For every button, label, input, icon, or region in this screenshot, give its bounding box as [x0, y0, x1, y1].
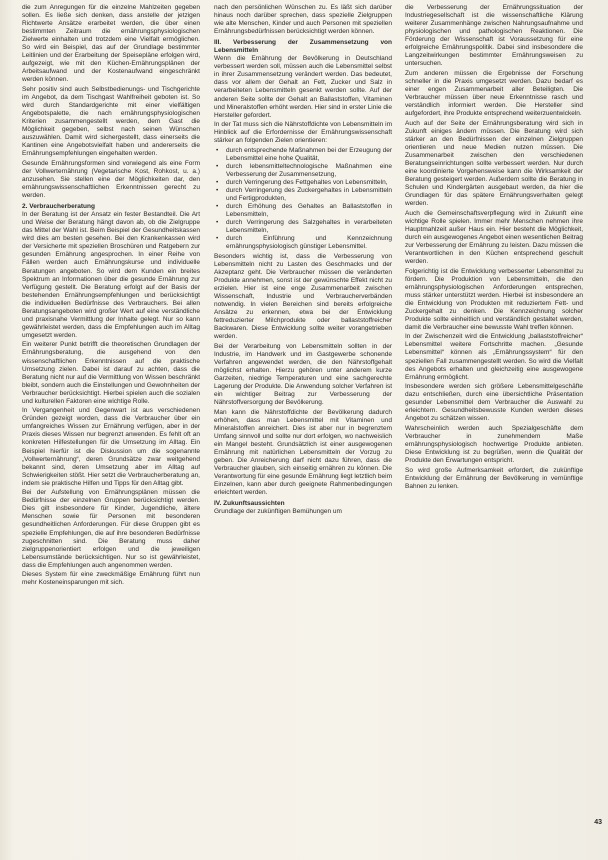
- paragraph: die zum Anregungen für die einzelne Mahlzeiten gegeben sollen. Es ließe sich denken, dass anstelle der jetzigen Richtwerte Ansätze erarbeitet werden, die über einen bestimmten Zeitraum die ernährungsphysiologischen Zielwerte einhalten und trotzdem eine Vielfalt ermöglichen. So wird ein Beispiel, das auf der Grundlage bestimmter Leitlinien und der Erarbeitung der Speisepläne erfolgen wird, aufgezeigt, wie mit den Küchen-Ernährungsplänen der Arbeitsaufwand und der Kostenaufwand eingeschränkt werden können.: [22, 4, 200, 84]
- bullet-list: [214, 147, 392, 252]
- paragraph: Auch die Gemeinschaftsverpflegung wird in Zukunft eine wichtige Rolle spielen. Immer mehr Menschen nehmen ihre Hauptmahlzeit außer Haus ein. Hier besteht die Möglichkeit, durch ein ausgewogenes Angebot einen wesentlichen Beitrag zur Verbesserung der Ernährung zu leisten. Dazu müssen die Verantwortlichen in den Küchen entsprechend geschult werden.: [405, 209, 583, 265]
- section-heading: III. Verbesserung der Zusammensetzung von Lebensmitteln: [214, 39, 392, 55]
- paragraph: In der Beratung ist der Ansatz ein fester Bestandteil. Die Art und Weise der Beratung hängt davon ab, ob die Zielgruppe das Mittel der Wahl ist. Beim Beispiel der Gesundheitskassen wird dies am besten gesehen. Bei den Krankenkassen wird der Versicherte mit speziellen Broschüren und Ratgebern zur gesunden Ernährung angesprochen. In einer Reihe von Fällen werden auch Ernährungskurse und individuelle Beratungen angeboten. So wird dem Kunden ein breites Spektrum an Informationen über die gesunde Ernährung zur Verfügung gestellt. Die Beratung erfolgt auf der Basis der bestehenden Ernährungsempfehlungen und berücksichtigt die individuellen Bedürfnisse des Verbrauchers. Bei allen Beratungsangeboten wird großer Wert auf eine verständliche und praxisnahe Vermittlung der Inhalte gelegt. Nur so kann gewährleistet werden, dass die Empfehlungen auch im Alltag umgesetzt werden.: [22, 211, 200, 339]
- paragraph: Folgerichtig ist die Entwicklung verbesserter Lebensmittel zu fördern. Die Produktion von Lebensmitteln, die den ernährungsphysiologischen Anforderungen entsprechen, muss stärker unterstützt werden. Hierbei ist insbesondere an die Entwicklung von Produkten mit reduziertem Fett- und Zuckergehalt zu denken. Die Kennzeichnung solcher Produkte sollte einheitlich und verständlich gestaltet werden, damit die Verbraucher eine bewusste Wahl treffen können.: [405, 267, 583, 331]
- text-column-left: [22, 4, 200, 854]
- paragraph: So wird große Aufmerksamkeit erfordert, die zukünftige Entwicklung der Ernährung der Bevölkerung in vernünftige Bahnen zu lenken.: [405, 466, 583, 490]
- paragraph: die Verbesserung der Ernährungssituation der Industriegesellschaft ist die wissenschaftliche Klärung weiterer Zusammenhänge zwischen Nahrungsaufnahme und physiologischen und pathologischen Reaktionen. Die Förderung der Wissenschaft ist Voraussetzung für eine erfolgreiche Ernährungspolitik. Dabei sind insbesondere die Langzeitwirkungen bestimmter Ernährungsweisen zu untersuchen.: [405, 4, 583, 68]
- paragraph: Besonders wichtig ist, dass die Verbesserung von Lebensmitteln nicht zu Lasten des Geschmacks und der Akzeptanz geht. Die Verbraucher müssen die veränderten Produkte annehmen, sonst ist der gewünschte Effekt nicht zu erzielen. Hier ist eine enge Zusammenarbeit zwischen Wissenschaft, Industrie und Verbraucherverbänden notwendig. In vielen Bereichen sind bereits erfolgreiche Ansätze zu erkennen, etwa bei der Entwicklung fettreduzierter Milchprodukte oder ballaststoffreicher Backwaren. Diese Entwicklung sollte weiter vorangetrieben werden.: [214, 252, 392, 341]
- text-column-middle: [214, 4, 392, 794]
- paragraph: In der Zwischenzeit wird die Entwicklung „ballaststoffreicher“ Lebensmittel weitere Fortschritte machen. „Gesunde Lebensmittel“ können als „Ernährungssystem“ für den speziellen Fall zusammengestellt werden. So wird die Vielfalt des Angebots erhalten und gleichzeitig eine ausgewogene Ernährung ermöglicht.: [405, 333, 583, 381]
- paragraph: Bei der Aufstellung von Ernährungsplänen müssen die Bedürfnisse der einzelnen Gruppen berücksichtigt werden. Dies gilt insbesondere für Kinder, Jugendliche, ältere Menschen sowie für Personen mit besonderen gesundheitlichen Anforderungen. Für diese Gruppen gibt es spezielle Empfehlungen, die auf ihre besonderen Bedürfnisse zugeschnitten sind. Die Beratung muss daher zielgruppenorientiert erfolgen und die jeweiligen Lebensumstände berücksichtigen. Nur so ist gewährleistet, dass die Empfehlungen auch angenommen werden.: [22, 489, 200, 569]
- page-number: 43: [594, 819, 602, 826]
- paragraph: Wenn die Ernährung der Bevölkerung in Deutschland verbessert werden soll, müssen auch die Lebensmittel selbst in ihrer Zusammensetzung verändert werden. Das bedeutet, dass vor allem der Gehalt an Fett, Zucker und Salz in verarbeiteten Lebensmitteln gesenkt werden sollte. Auf der anderen Seite sollte der Gehalt an Ballaststoffen, Vitaminen und Mineralstoffen erhöht werden. Hier sind in erster Linie die Hersteller gefordert.: [214, 55, 392, 119]
- list-item: • durch Einführung und Kennzeichnung ernährungsphysiologisch günstiger Lebensmittel.: [216, 235, 392, 251]
- paragraph: Gesunde Ernährungsformen sind vorwiegend als eine Form der Vollwerternährung (Vegetarische Kost, Rohkost, u. a.) anzusehen. Sie stellen eine der Möglichkeiten dar, den ernährungswissenschaftlichen Erkenntnissen gerecht zu werden.: [22, 159, 200, 200]
- paragraph: In Vergangenheit und Gegenwart ist aus verschiedenen Gründen gezeigt worden, dass die Verbraucher über ein umfangreiches Wissen zur Ernährung verfügen, aber in der Praxis dieses Wissen nur begrenzt anwenden. Es fehlt oft an konkreten Hilfestellungen für die Umsetzung im Alltag. Ein Beispiel hierfür ist die Diskussion um die sogenannte „Vollwerternährung“, deren Grundsätze zwar weitgehend bekannt sind, deren Umsetzung aber im Alltag auf Schwierigkeiten stößt. Hier setzt die Verbraucherberatung an, indem sie praktische Hilfen und Tipps für den Alltag gibt.: [22, 407, 200, 487]
- paragraph: Zum anderen müssen die Ergebnisse der Forschung schneller in die Praxis umgesetzt werden. Dazu bedarf es einer engen Zusammenarbeit aller Beteiligten. Die Verbraucher müssen über neue Erkenntnisse rasch und verständlich informiert werden. Die Hersteller sind aufgefordert, ihre Produkte entsprechend weiterzuentwickeln.: [405, 69, 583, 118]
- list-item: • durch Erhöhung des Gehaltes an Ballaststoffen in Lebensmitteln,: [216, 203, 392, 219]
- paragraph: Man kann die Nährstoffdichte der Bevölkerung dadurch erhöhen, dass man Lebensmittel mit Vitaminen und Mineralstoffen anreichert. Dies ist aber nur in begrenztem Umfang sinnvoll und sollte nur dort erfolgen, wo nachweislich ein Mangel besteht. Grundsätzlich ist einer ausgewogenen Ernährung mit natürlichen Lebensmitteln der Vorzug zu geben. Die Anreicherung darf nicht dazu führen, dass die Verbraucher glauben, sich einseitig ernähren zu können. Die Verantwortung für eine gesunde Ernährung liegt letztlich beim Einzelnen, kann aber durch geeignete Rahmenbedingungen erleichtert werden.: [214, 408, 392, 497]
- list-item: • durch lebensmitteltechnologische Maßnahmen eine Verbesserung der Zusammensetzung,: [216, 162, 392, 178]
- section-heading: 2. Verbraucherberatung: [22, 203, 95, 211]
- paragraph: Grundlage der zukünftigen Bemühungen um: [214, 508, 342, 516]
- section-heading: IV. Zukunftsaussichten: [214, 500, 285, 508]
- paragraph: nach den persönlichen Wünschen zu. Es läßt sich darüber hinaus noch darüber sprechen, dass spezielle Zielgruppen wie alte Menschen, Kinder und auch Personen mit speziellen Ernährungsbedürfnissen berücksichtigt werden können.: [214, 4, 392, 36]
- paragraph: Insbesondere werden sich größere Lebensmittelgeschäfte dazu entschließen, durch eine übersichtliche Präsentation gesunder Lebensmittel dem Verbraucher die Auswahl zu erleichtern. Gesundheitsbewusste Kunden werden dieses Angebot zu schätzen wissen.: [405, 383, 583, 423]
- list-item: • durch Verringerung des Zuckergehaltes in Lebensmitteln und Fertigprodukten,: [216, 187, 392, 203]
- text-column-right: [405, 4, 583, 794]
- paragraph: Wahrscheinlich werden auch Spezialgeschäfte dem Verbraucher in zunehmendem Maße ernährungsphysiologisch hochwertige Produkte anbieten. Diese Entwicklung ist zu begrüßen, wenn die Qualität der Produkte den Erwartungen entspricht.: [405, 424, 583, 465]
- list-item: • durch Verringerung des Salzgehaltes in verarbeiteten Lebensmitteln,: [216, 219, 392, 235]
- paragraph: Ein weiterer Punkt betrifft die theoretischen Grundlagen der Ernährungsberatung, die ausgehend von den wissenschaftlichen Erkenntnissen auf die praktische Umsetzung zielen. Dabei ist darauf zu achten, dass die Beratung nicht nur auf die Vermittlung von Wissen beschränkt bleibt, sondern auch die Einstellungen und Gewohnheiten der Verbraucher berücksichtigt. Hierbei spielen auch die sozialen und kulturellen Faktoren eine wichtige Rolle.: [22, 341, 200, 405]
- list-item: • durch entsprechende Maßnahmen bei der Erzeugung der Lebensmittel eine hohe Qualität,: [216, 146, 392, 162]
- paragraph: Bei der Verarbeitung von Lebensmitteln sollten in der Industrie, im Handwerk und im Gastgewerbe schonende Verfahren angewendet werden, die den Nährstoffgehalt möglichst erhalten. Hierzu gehören unter anderem kurze Garzeiten, niedrige Temperaturen und eine sachgerechte Lagerung der Produkte. Die Anwendung solcher Verfahren ist ein wichtiger Beitrag zur Verbesserung der Nährstoffversorgung der Bevölkerung.: [214, 342, 392, 407]
- paragraph: Sehr positiv sind auch Selbstbedienungs- und Tischgerichte im Angebot, da dem Tischgast Wahlfreiheit geboten ist. So wird durch Standardgerichte mit einer vielfältigen Angebotspalette, die nach ernährungsphysiologischen Kriterien zusammengestellt werden, dem Gast die Möglichkeit gegeben, selbst nach seinen Wünschen auszuwählen. Damit wird sichergestellt, dass einerseits die Kantinen eine Angebotsvielfalt haben und andererseits die Ernährungsempfehlungen eingehalten werden.: [22, 85, 200, 158]
- paragraph: Dieses System für eine zweckmäßige Ernährung führt nun mehr Kosteneinsparungen mit sich.: [22, 571, 200, 587]
- list-item: • durch Verringerung des Fettgehaltes von Lebensmitteln,: [216, 178, 388, 186]
- paragraph: Auch auf der Seite der Ernährungsberatung wird sich in Zukunft einiges ändern müssen. Die Beratung wird sich stärker an den Bedürfnissen der einzelnen Zielgruppen orientieren und neue Medien nutzen müssen. Die Zusammenarbeit zwischen den verschiedenen Beratungseinrichtungen sollte verbessert werden. Nur durch eine koordinierte Vorgehensweise kann die Wirksamkeit der Beratung gesteigert werden. Außerdem sollte die Beratung in Schulen und Kindergärten ausgebaut werden, da hier die Grundlagen für das spätere Ernährungsverhalten gelegt werden.: [405, 119, 583, 208]
- paragraph: In der Tat muss sich die Nährstoffdichte von Lebensmitteln im Hinblick auf die Erfordernisse der Ernährungswissenschaft stärker an folgenden Zielen orientieren:: [214, 121, 392, 145]
